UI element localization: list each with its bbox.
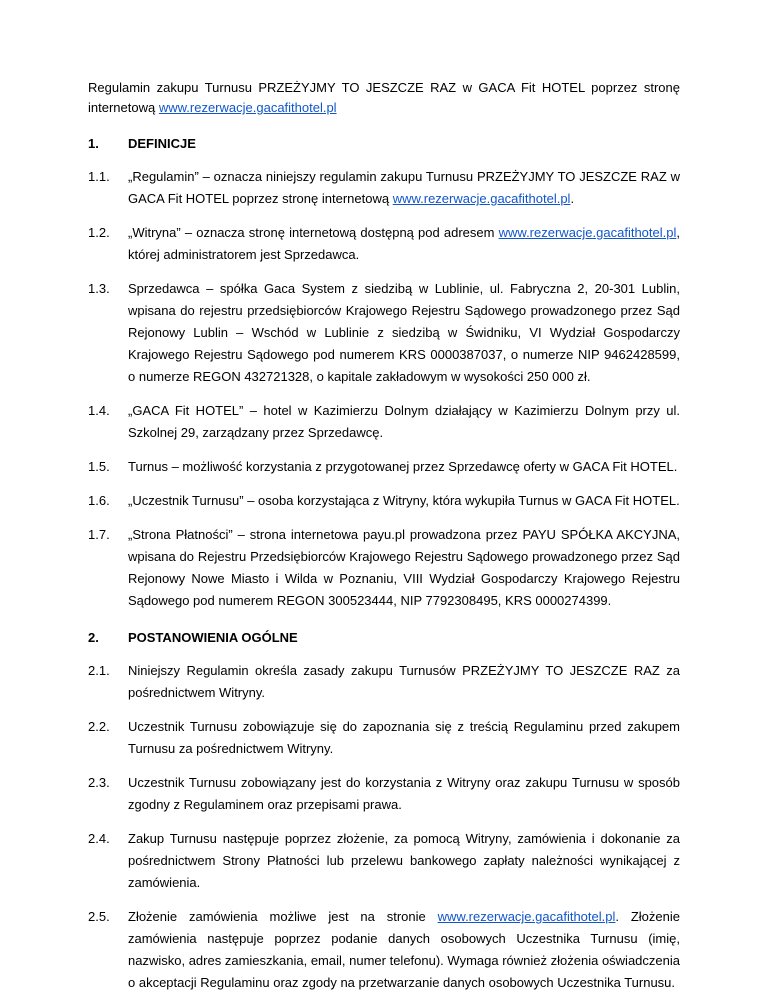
clause-text: Sprzedawca – spółka Gaca System z siedzibą w Lublinie, ul. Fabryczna 2, 20-301 Lublin, wpisana do rejestru przedsiębiorców Krajowego Rejestru Sądowego prowadzonego przez Sąd Rejonowy Lublin – Wschód w Lublinie z siedzibą w Świdniku, VI Wydział Gospodarczy Krajowego Rejestru Sądowego pod numerem KRS 0000387037, o numerze NIP 9462428599, o numerze REGON 432721328, o kapitale zakładowym w wysokości 250 000 zł. — [128, 281, 680, 384]
clause-number: 2.1. — [88, 663, 110, 678]
clause-1-1 — [88, 166, 680, 210]
clause-number: 1.6. — [88, 493, 110, 508]
clause-text — [128, 906, 680, 994]
clause-text-part: . Złożenie zamówienia następuje poprzez podanie danych osobowych Uczestnika Turnusu (imię, nazwisko, adres zamieszkania, email, numer telefonu). Wymaga również złożenia oświadczenia o akceptacji Regulaminu oraz zgody na przetwarzanie danych osobowych Uczestnika Turnusu. — [128, 909, 680, 990]
clause-text-part: Złożenie zamówienia możliwe jest na stronie — [128, 909, 438, 924]
clause-number: 1.7. — [88, 527, 110, 542]
clause-text — [128, 222, 680, 266]
clause-number: 1.5. — [88, 459, 110, 474]
clause-1-2 — [88, 222, 680, 266]
clause-text: „GACA Fit HOTEL” – hotel w Kazimierzu Dolnym działający w Kazimierzu Dolnym przy ul. Szkolnej 29, zarządzany przez Sprzedawcę. — [128, 403, 680, 440]
clause-number: 1.1. — [88, 169, 110, 184]
clause-2-2 — [88, 716, 680, 760]
clause-text: Uczestnik Turnusu zobowiązany jest do korzystania z Witryny oraz zakupu Turnusu w sposób zgodny z Regulaminem oraz przepisami prawa. — [128, 775, 680, 812]
clause-number: 1.2. — [88, 225, 110, 240]
document-title — [88, 78, 680, 118]
clause-text: „Strona Płatności” – strona internetowa payu.pl prowadzona przez PAYU SPÓŁKA AKCYJNA, wpisana do Rejestru Przedsiębiorców Krajowego Rejestru Sądowego prowadzonego przez Sąd Rejonowy Nowe Miasto i Wilda w Poznaniu, VIII Wydział Gospodarczy Krajowego Rejestru Sądowego pod numerem REGON 300523444, NIP 7792308495, KRS 0000274399. — [128, 527, 680, 608]
section-number: 2. — [88, 630, 99, 645]
clause-text-part: , której administratorem jest Sprzedawca. — [128, 225, 680, 262]
section-title: POSTANOWIENIA OGÓLNE — [128, 630, 298, 645]
clause-number: 2.3. — [88, 775, 110, 790]
clause-text-part: „Witryna” – oznacza stronę internetową dostępną pod adresem — [128, 225, 499, 240]
clause-text: Niniejszy Regulamin określa zasady zakupu Turnusów PRZEŻYJMY TO JESZCZE RAZ za pośrednictwem Witryny. — [128, 663, 680, 700]
clause-text: „Uczestnik Turnusu” – osoba korzystająca z Witryny, która wykupiła Turnus w GACA Fit HOTEL. — [128, 493, 680, 508]
clause-1-7 — [88, 524, 680, 612]
clause-number: 2.4. — [88, 831, 110, 846]
clause-text: Turnus – możliwość korzystania z przygotowanej przez Sprzedawcę oferty w GACA Fit HOTEL. — [128, 459, 678, 474]
section-title: DEFINICJE — [128, 136, 196, 151]
clause-number: 1.3. — [88, 281, 110, 296]
clause-text: Uczestnik Turnusu zobowiązuje się do zapoznania się z treścią Regulaminu przed zakupem Turnusu za pośrednictwem Witryny. — [128, 719, 680, 756]
website-link[interactable]: www.rezerwacje.gacafithotel.pl — [498, 225, 677, 240]
section-definitions — [88, 134, 680, 612]
clause-text: Zakup Turnusu następuje poprzez złożenie, za pomocą Witryny, zamówienia i dokonanie za pośrednictwem Strony Płatności lub przelewu bankowego zapłaty należności wynikającej z zamówienia. — [128, 831, 680, 890]
clause-text-part: . — [570, 191, 575, 206]
clause-2-3 — [88, 772, 680, 816]
clause-number: 2.2. — [88, 719, 110, 734]
clause-number: 2.5. — [88, 909, 110, 924]
website-link[interactable]: www.rezerwacje.gacafithotel.pl — [392, 191, 571, 206]
clause-1-5 — [88, 456, 680, 478]
section-heading — [88, 134, 680, 154]
section-general-provisions — [88, 628, 680, 994]
section-number: 1. — [88, 136, 99, 151]
clause-1-4 — [88, 400, 680, 444]
clause-text-part: „Regulamin” – oznacza niniejszy regulamin zakupu Turnusu PRZEŻYJMY TO JESZCZE RAZ w GACA Fit HOTEL poprzez stronę internetową — [128, 169, 680, 206]
clause-2-4 — [88, 828, 680, 894]
website-link[interactable]: www.rezerwacje.gacafithotel.pl — [437, 909, 616, 924]
clause-1-6 — [88, 490, 680, 512]
clause-2-1 — [88, 660, 680, 704]
clause-number: 1.4. — [88, 403, 110, 418]
clause-text — [128, 166, 680, 210]
clause-2-5 — [88, 906, 680, 994]
clause-1-3 — [88, 278, 680, 388]
title-text: Regulamin zakupu Turnusu PRZEŻYJMY TO JESZCZE RAZ w GACA Fit HOTEL poprzez stronę internetową — [88, 80, 680, 115]
title-website-link[interactable]: www.rezerwacje.gacafithotel.pl — [158, 100, 337, 115]
section-heading — [88, 628, 680, 648]
